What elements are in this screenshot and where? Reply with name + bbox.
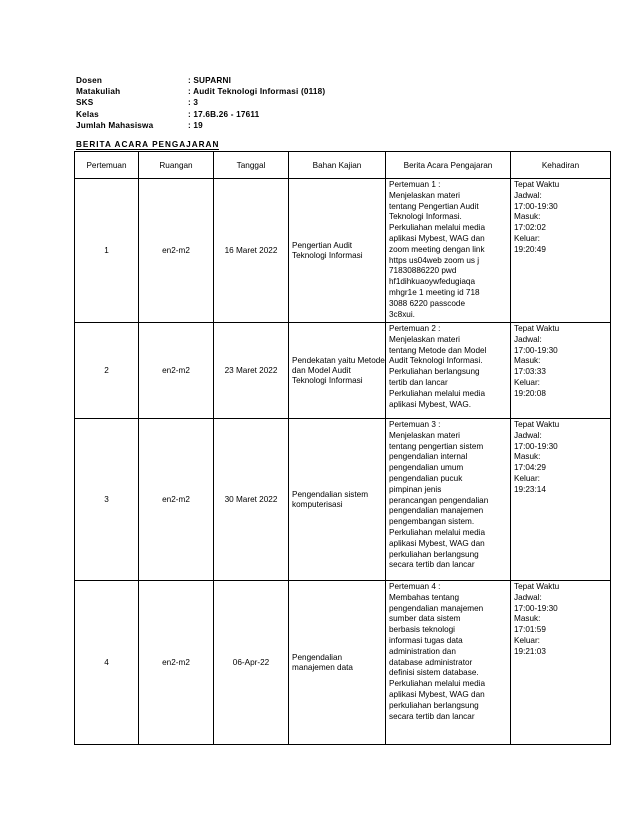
cell-pertemuan: 4 [75, 581, 139, 745]
info-value: : Audit Teknologi Informasi (0118) [188, 87, 326, 97]
table-row [75, 323, 611, 419]
table-row [75, 419, 611, 581]
cell-tanggal: 06-Apr-22 [214, 581, 289, 745]
cell-ruangan: en2-m2 [139, 323, 214, 419]
table-row [75, 581, 611, 745]
info-label: Jumlah Mahasiswa [76, 120, 154, 130]
cell-bahan-kajian: Pendekatan yaitu Metode dan Model Audit Teknologi Informasi [289, 323, 386, 419]
cell-berita-acara: Pertemuan 1 : Menjelaskan materi tentang Pengertian Audit Teknologi Informasi. Perkuliahan melalui media aplikasi Mybest, WAG dan zoom meeting dengan link https us04web zoom us j 71830886220 pwd hf1dihkuaoywfedugiaqa mhgr1e 1 meeting id 718 3088 6220 passcode 3c8xui. [386, 179, 511, 323]
header-berita-acara: Berita Acara Pengajaran [386, 152, 511, 179]
info-label: Matakuliah [76, 87, 121, 97]
cell-kehadiran: Tepat Waktu Jadwal: 17:00-19:30 Masuk: 17:04:29 Keluar: 19:23:14 [511, 419, 611, 581]
cell-bahan-kajian: Pengertian Audit Teknologi Informasi [289, 179, 386, 323]
info-label: Dosen [76, 76, 103, 85]
cell-kehadiran: Tepat Waktu Jadwal: 17:00-19:30 Masuk: 17:02:02 Keluar: 19:20:49 [511, 179, 611, 323]
header-pertemuan: Pertemuan [75, 152, 139, 179]
cell-ruangan: en2-m2 [139, 419, 214, 581]
info-row-kelas [76, 109, 325, 120]
info-value: : 17.6B.26 - 17611 [188, 109, 260, 119]
header-ruangan: Ruangan [139, 152, 214, 179]
cell-tanggal: 23 Maret 2022 [214, 323, 289, 419]
cell-berita-acara: Pertemuan 4 : Membahas tentang pengendalian manajemen sumber data sistem berbasis teknologi informasi tugas data administration dan database administrator definisi sistem database. Perkuliahan melalui media aplikasi Mybest, WAG dan perkuliahan berlangsung secara tertib dan lancar [386, 581, 511, 745]
table-row [75, 179, 611, 323]
cell-tanggal: 16 Maret 2022 [214, 179, 289, 323]
info-value: : SUPARNI [188, 76, 232, 85]
lecture-info [76, 75, 325, 131]
cell-tanggal: 30 Maret 2022 [214, 419, 289, 581]
cell-pertemuan: 3 [75, 419, 139, 581]
cell-berita-acara: Pertemuan 3 : Menjelaskan materi tentang pengertian sistem pengendalian internal pengendalian umum pengendalian pucuk pimpinan jenis perancangan pengendalian pengendalian manajemen pengembangan sistem. Perkuliahan melalui media aplikasi Mybest, WAG dan perkuliahan berlangsung secara tertib dan lancar [386, 419, 511, 581]
info-value: : 19 [188, 120, 203, 130]
info-row-sks [76, 97, 325, 108]
cell-kehadiran: Tepat Waktu Jadwal: 17:00-19:30 Masuk: 17:03:33 Keluar: 19:20:08 [511, 323, 611, 419]
cell-kehadiran: Tepat Waktu Jadwal: 17:00-19:30 Masuk: 17:01:59 Keluar: 19:21:03 [511, 581, 611, 745]
info-label: Kelas [76, 109, 99, 119]
teaching-record-table [74, 151, 611, 745]
header-bahan-kajian: Bahan Kajian [289, 152, 386, 179]
info-row-matakuliah [76, 86, 325, 97]
cell-bahan-kajian: Pengendalian manajemen data [289, 581, 386, 745]
info-row-dosen [76, 75, 325, 86]
header-tanggal: Tanggal [214, 152, 289, 179]
info-row-jumlah-mahasiswa [76, 120, 325, 131]
cell-pertemuan: 2 [75, 323, 139, 419]
cell-berita-acara: Pertemuan 2 : Menjelaskan materi tentang Metode dan Model Audit Teknologi Informasi. Perkuliahan berlangsung tertib dan lancar Perkuliahan melalui media aplikasi Mybest, WAG. [386, 323, 511, 419]
info-label: SKS [76, 98, 94, 108]
cell-bahan-kajian: Pengendalian sistem komputerisasi [289, 419, 386, 581]
section-title: BERITA ACARA PENGAJARAN [76, 140, 220, 149]
cell-ruangan: en2-m2 [139, 581, 214, 745]
header-kehadiran: Kehadiran [511, 152, 611, 179]
table-header-row [75, 152, 611, 179]
cell-pertemuan: 1 [75, 179, 139, 323]
cell-ruangan: en2-m2 [139, 179, 214, 323]
info-value: : 3 [188, 98, 199, 108]
